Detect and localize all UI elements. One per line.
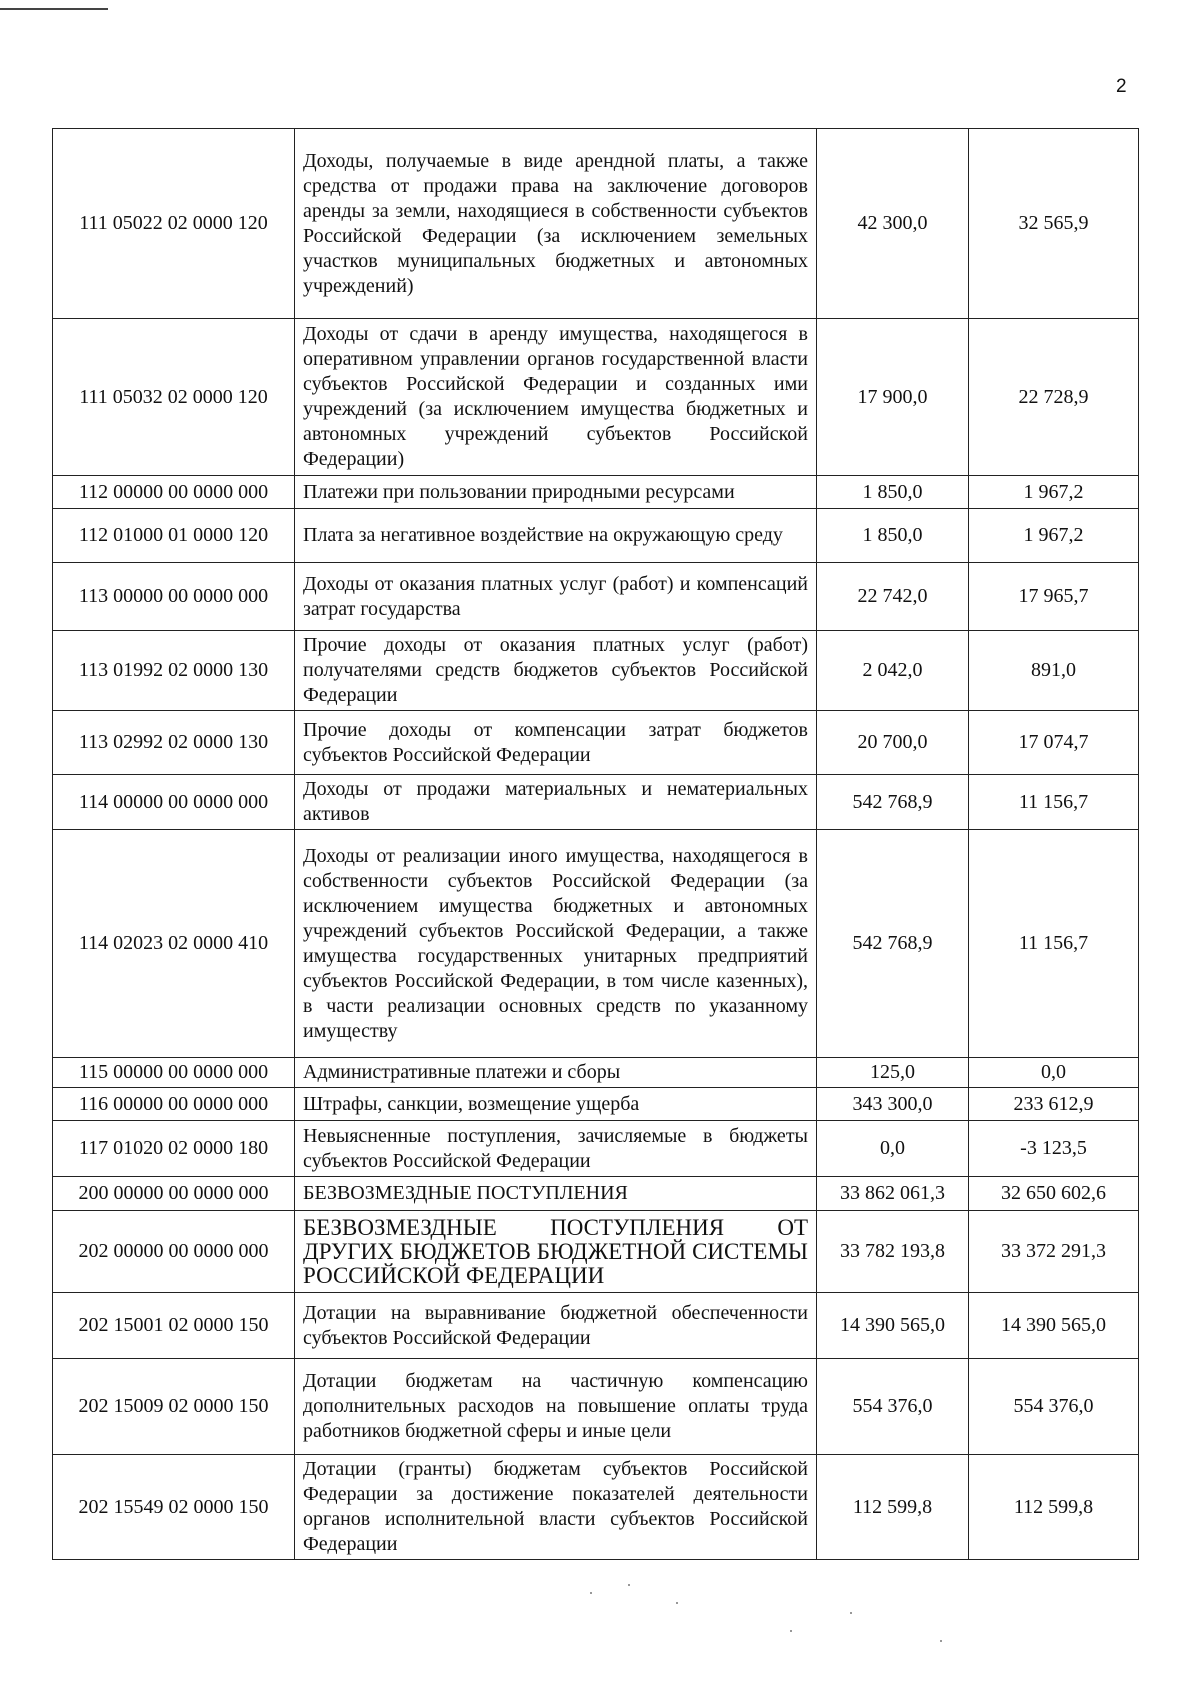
table-row bbox=[53, 1211, 1139, 1293]
revenue-description: БЕЗВОЗМЕЗДНЫЕ ПОСТУПЛЕНИЯ ОТ ДРУГИХ БЮДЖЕТОВ БЮДЖЕТНОЙ СИСТЕМЫ РОССИЙСКОЙ ФЕДЕРАЦИИ bbox=[295, 1211, 817, 1293]
actual-amount: 17 965,7 bbox=[969, 563, 1139, 631]
kbk-code: 114 02023 02 0000 410 bbox=[53, 830, 295, 1058]
table-row bbox=[53, 1058, 1139, 1088]
table-row bbox=[53, 1455, 1139, 1560]
plan-amount: 1 850,0 bbox=[817, 476, 969, 509]
plan-amount: 0,0 bbox=[817, 1121, 969, 1177]
table-row bbox=[53, 319, 1139, 476]
revenue-description: Плата за негативное воздействие на окружающую среду bbox=[295, 509, 817, 563]
kbk-code: 202 15549 02 0000 150 bbox=[53, 1455, 295, 1560]
plan-amount: 112 599,8 bbox=[817, 1455, 969, 1560]
kbk-code: 117 01020 02 0000 180 bbox=[53, 1121, 295, 1177]
actual-amount: 32 650 602,6 bbox=[969, 1177, 1139, 1211]
revenue-description: Дотации на выравнивание бюджетной обеспеченности субъектов Российской Федерации bbox=[295, 1293, 817, 1359]
revenue-description: Доходы, получаемые в виде арендной платы, а также средства от продажи права на заключение договоров аренды за земли, находящиеся в собственности субъектов Российской Федерации (за исключением земельных участков муниципальных бюджетных и автономных учреждений) bbox=[295, 129, 817, 319]
actual-amount: 233 612,9 bbox=[969, 1088, 1139, 1121]
top-rule bbox=[0, 8, 108, 10]
revenue-table bbox=[52, 128, 1139, 1560]
revenue-description: Прочие доходы от оказания платных услуг (работ) получателями средств бюджетов субъектов Российской Федерации bbox=[295, 631, 817, 711]
table-row bbox=[53, 563, 1139, 631]
plan-amount: 14 390 565,0 bbox=[817, 1293, 969, 1359]
actual-amount: 1 967,2 bbox=[969, 509, 1139, 563]
revenue-description: Невыясненные поступления, зачисляемые в бюджеты субъектов Российской Федерации bbox=[295, 1121, 817, 1177]
table-row bbox=[53, 1177, 1139, 1211]
kbk-code: 112 00000 00 0000 000 bbox=[53, 476, 295, 509]
kbk-code: 111 05022 02 0000 120 bbox=[53, 129, 295, 319]
kbk-code: 113 01992 02 0000 130 bbox=[53, 631, 295, 711]
revenue-description: Доходы от оказания платных услуг (работ) и компенсаций затрат государства bbox=[295, 563, 817, 631]
plan-amount: 20 700,0 bbox=[817, 711, 969, 775]
revenue-description: БЕЗВОЗМЕЗДНЫЕ ПОСТУПЛЕНИЯ bbox=[295, 1177, 817, 1211]
actual-amount: 0,0 bbox=[969, 1058, 1139, 1088]
actual-amount: -3 123,5 bbox=[969, 1121, 1139, 1177]
revenue-description: Дотации (гранты) бюджетам субъектов Российской Федерации за достижение показателей деятельности органов исполнительной власти субъектов Российской Федерации bbox=[295, 1455, 817, 1560]
plan-amount: 125,0 bbox=[817, 1058, 969, 1088]
kbk-code: 114 00000 00 0000 000 bbox=[53, 775, 295, 830]
revenue-description: Платежи при пользовании природными ресурсами bbox=[295, 476, 817, 509]
table-row bbox=[53, 476, 1139, 509]
plan-amount: 2 042,0 bbox=[817, 631, 969, 711]
actual-amount: 1 967,2 bbox=[969, 476, 1139, 509]
kbk-code: 200 00000 00 0000 000 bbox=[53, 1177, 295, 1211]
table-row bbox=[53, 711, 1139, 775]
revenue-description: Штрафы, санкции, возмещение ущерба bbox=[295, 1088, 817, 1121]
kbk-code: 112 01000 01 0000 120 bbox=[53, 509, 295, 563]
table-row bbox=[53, 775, 1139, 830]
table-row bbox=[53, 129, 1139, 319]
actual-amount: 32 565,9 bbox=[969, 129, 1139, 319]
table-row bbox=[53, 509, 1139, 563]
kbk-code: 113 00000 00 0000 000 bbox=[53, 563, 295, 631]
kbk-code: 202 00000 00 0000 000 bbox=[53, 1211, 295, 1293]
revenue-description: Доходы от продажи материальных и нематериальных активов bbox=[295, 775, 817, 830]
plan-amount: 542 768,9 bbox=[817, 830, 969, 1058]
plan-amount: 33 862 061,3 bbox=[817, 1177, 969, 1211]
actual-amount: 554 376,0 bbox=[969, 1359, 1139, 1455]
revenue-description: Прочие доходы от компенсации затрат бюджетов субъектов Российской Федерации bbox=[295, 711, 817, 775]
table-row bbox=[53, 1088, 1139, 1121]
plan-amount: 1 850,0 bbox=[817, 509, 969, 563]
plan-amount: 33 782 193,8 bbox=[817, 1211, 969, 1293]
page-number: 2 bbox=[1116, 76, 1127, 97]
actual-amount: 891,0 bbox=[969, 631, 1139, 711]
revenue-description: Доходы от сдачи в аренду имущества, находящегося в оперативном управлении органов государственной власти субъектов Российской Федерации и созданных ими учреждений (за исключением имущества бюджетных и автономных учреждений субъектов Российской Федерации) bbox=[295, 319, 817, 476]
kbk-code: 113 02992 02 0000 130 bbox=[53, 711, 295, 775]
kbk-code: 115 00000 00 0000 000 bbox=[53, 1058, 295, 1088]
kbk-code: 202 15001 02 0000 150 bbox=[53, 1293, 295, 1359]
actual-amount: 11 156,7 bbox=[969, 775, 1139, 830]
table-row bbox=[53, 830, 1139, 1058]
kbk-code: 116 00000 00 0000 000 bbox=[53, 1088, 295, 1121]
table-row bbox=[53, 1359, 1139, 1455]
actual-amount: 33 372 291,3 bbox=[969, 1211, 1139, 1293]
revenue-description: Доходы от реализации иного имущества, находящегося в собственности субъектов Российской Федерации (за исключением имущества бюджетных и автономных учреждений субъектов Российской Федерации, а также имущества государственных унитарных предприятий субъектов Российской Федерации, в том числе казенных), в части реализации основных средств по указанному имуществу bbox=[295, 830, 817, 1058]
actual-amount: 11 156,7 bbox=[969, 830, 1139, 1058]
kbk-code: 202 15009 02 0000 150 bbox=[53, 1359, 295, 1455]
plan-amount: 343 300,0 bbox=[817, 1088, 969, 1121]
revenue-description: Административные платежи и сборы bbox=[295, 1058, 817, 1088]
plan-amount: 542 768,9 bbox=[817, 775, 969, 830]
actual-amount: 14 390 565,0 bbox=[969, 1293, 1139, 1359]
revenue-description: Дотации бюджетам на частичную компенсацию дополнительных расходов на повышение оплаты труда работников бюджетной сферы и иные цели bbox=[295, 1359, 817, 1455]
table-row bbox=[53, 1121, 1139, 1177]
plan-amount: 42 300,0 bbox=[817, 129, 969, 319]
table-row bbox=[53, 631, 1139, 711]
actual-amount: 112 599,8 bbox=[969, 1455, 1139, 1560]
kbk-code: 111 05032 02 0000 120 bbox=[53, 319, 295, 476]
table-row bbox=[53, 1293, 1139, 1359]
plan-amount: 22 742,0 bbox=[817, 563, 969, 631]
plan-amount: 17 900,0 bbox=[817, 319, 969, 476]
actual-amount: 17 074,7 bbox=[969, 711, 1139, 775]
actual-amount: 22 728,9 bbox=[969, 319, 1139, 476]
plan-amount: 554 376,0 bbox=[817, 1359, 969, 1455]
